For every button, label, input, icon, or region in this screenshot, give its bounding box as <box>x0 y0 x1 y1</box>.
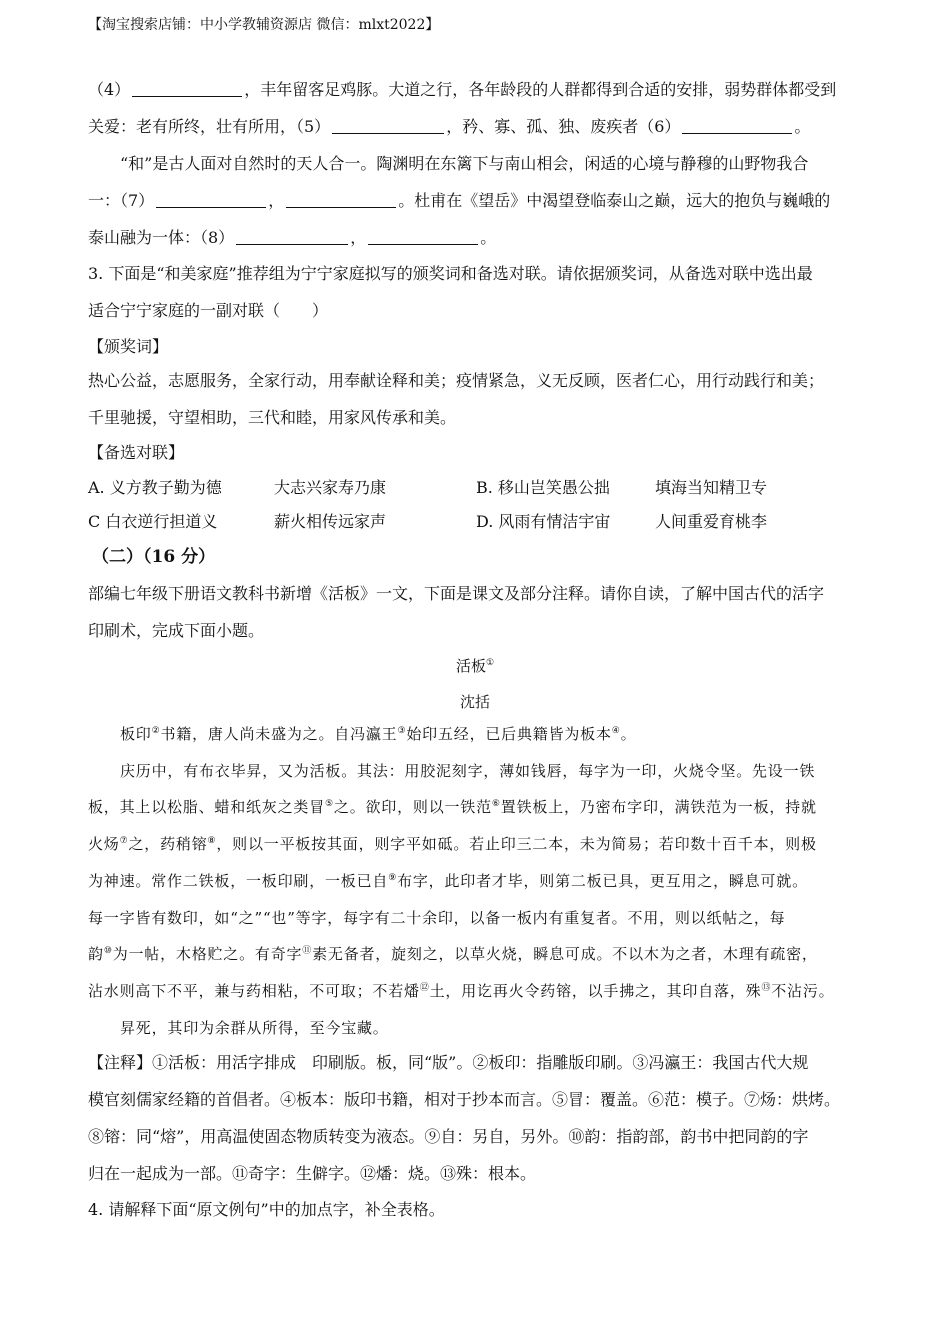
option-b-second: 填海当知精卫专 <box>655 478 768 497</box>
award-heading: 【颁奖词】 <box>88 337 169 356</box>
q2-text: ，丰年留客足鸡豚。大道之行，各年龄段的人群都得到合适的安排，弱势群体都受到 <box>244 80 837 99</box>
footnote-marker: ⑪ <box>302 946 313 956</box>
q2-text: ， <box>350 228 367 247</box>
footnote-marker: ⑨ <box>388 873 398 883</box>
answer-blank-5[interactable] <box>332 119 444 134</box>
q2-text: 泰山融为一体：（8） <box>88 228 235 247</box>
passage-title-footnote: ① <box>485 658 495 668</box>
award-line-2: 千里驰援，守望相助，三代和睦，用家风传承和美。 <box>88 408 457 427</box>
passage-text: 始印五经，已后典籍皆为板本 <box>406 725 612 743</box>
q3-stem-line-1: 3. 下面是“和美家庭”推荐组为宁宁家庭拟写的颁奖词和备选对联。请依据颁奖词，从备选对联中选出最 <box>88 264 813 283</box>
passage-line-9 <box>120 1018 389 1038</box>
notes-line-4: 归在一起成为一部。⑪奇字：生僻字。⑫燔：烧。⑬殊：根本。 <box>88 1164 537 1183</box>
q2-text: （4） <box>88 80 131 99</box>
notes-line-1: 【注释】①活板：用活字排成 印刷版。板，同“版”。②板印：指雕版印刷。③冯瀛王：我国古代大规 <box>88 1053 809 1072</box>
q2-text: ，矜、寡、孤、独、废疾者（6） <box>446 117 681 136</box>
notes-line-3: ⑧镕：同“熔”，用高温使固态物质转变为液态。⑨自：另自，另外。⑩韵：指韵部，韵书中把同韵的字 <box>88 1127 809 1146</box>
q3-stem-line-2: 适合宁宁家庭的一副对联（ ） <box>88 301 329 320</box>
q2-line-5 <box>88 228 496 248</box>
passage-text: 板，其上以松脂、蜡和纸灰之类冒 <box>88 798 326 816</box>
passage-text: 为一帖，木格贮之。有奇字 <box>112 945 303 963</box>
passage-title-text: 活板 <box>455 657 486 675</box>
footnote-marker: ⑤ <box>325 799 334 809</box>
option-c-second: 薪火相传远家声 <box>274 512 387 531</box>
q2-line-4 <box>88 191 830 211</box>
passage-text: 为神速。常作二铁板，一板印刷，一板已自 <box>88 872 389 890</box>
passage-line-4 <box>88 834 817 854</box>
passage-text: 火炀 <box>88 835 120 853</box>
q2-text: 。 <box>480 228 497 247</box>
option-a-second: 大志兴家寿乃康 <box>274 478 387 497</box>
footnote-marker: ② <box>151 726 161 736</box>
passage-title <box>0 655 950 676</box>
passage-line-6 <box>88 908 785 928</box>
passage-author: 沈括 <box>459 693 490 711</box>
footnote-marker: ④ <box>611 726 621 736</box>
passage-text: 素无备者，旋刻之，以草火烧，瞬息可成。不以木为之者，木理有疏密， <box>312 945 818 963</box>
couplet-heading: 【备选对联】 <box>88 443 185 462</box>
answer-blank-8b[interactable] <box>368 230 478 245</box>
footnote-marker: ⑫ <box>419 983 430 993</box>
footnote-marker: ⑩ <box>103 946 113 956</box>
award-line-1: 热心公益，志愿服务，全家行动，用奉献诠释和美；疫情紧急，义无反顾，医者仁心，用行动践行和美； <box>88 371 825 390</box>
passage-text: ，则以一平板按其面，则字平如砥。若止印三二本，未为简易；若印数十百千本，则极 <box>216 835 817 853</box>
answer-blank-7b[interactable] <box>286 193 396 208</box>
passage-text: 每一字皆有数印，如“之”“也”等字，每字有二十余印，以备一板内有重复者。不用，则以纸帖之，每 <box>88 909 786 927</box>
passage-text: 庆历中，有布衣毕昇，又为活板。其法：用胶泥刻字，薄如钱唇，每字为一印，火烧令坚。先设一铁 <box>120 762 816 780</box>
passage-text: 书籍，唐人尚未盛为之。自冯瀛王 <box>160 725 398 743</box>
option-a-first[interactable]: A. 义方教子勤为德 <box>88 478 222 497</box>
passage-text: 之。欲印，则以一铁范 <box>333 798 492 816</box>
answer-blank-6[interactable] <box>682 119 792 134</box>
passage-text: 置铁板上，乃密布字印，满铁范为一板，持就 <box>500 798 817 816</box>
q2-text: 关爱：老有所终，壮有所用，（5） <box>88 117 331 136</box>
q2-text: ， <box>268 191 285 210</box>
q2-line-2 <box>88 117 810 137</box>
passage-line-7 <box>88 944 818 964</box>
passage-text: 土，用讫再火令药镕，以手拂之，其印自落，殊 <box>429 982 762 1000</box>
footnote-marker: ③ <box>397 726 407 736</box>
footnote-marker: ⑧ <box>207 836 217 846</box>
passage-text: 昇死，其印为余群从所得，至今宝藏。 <box>120 1019 389 1037</box>
passage-line-5 <box>88 871 808 891</box>
question-4-stem: 4. 请解释下面“原文例句”中的加点字，补全表格。 <box>88 1200 445 1219</box>
passage-text: 布字，此印者才毕，则第二板已具，更互用之，瞬息可就。 <box>397 872 808 890</box>
passage-text: 沾水则高下不平，兼与药相粘，不可取；不若燔 <box>88 982 420 1000</box>
notes-line-2: 模官刻儒家经籍的首倡者。④板本：版印书籍，相对于抄本而言。⑤冒：覆盖。⑥范：模子。⑦炀：烘烤。 <box>88 1090 841 1109</box>
option-b-first[interactable]: B. 移山岂笑愚公拙 <box>476 478 610 497</box>
option-c-first[interactable]: C 白衣逆行担道义 <box>88 512 218 531</box>
answer-blank-8a[interactable] <box>236 230 348 245</box>
passage-line-8 <box>88 981 834 1001</box>
q2-text: 。杜甫在《望岳》中渴望登临泰山之巅，远大的抱负与巍峨的 <box>398 191 831 210</box>
passage-text: 不沾污。 <box>771 982 835 1000</box>
footnote-marker: ⑦ <box>119 836 129 846</box>
passage-line-3 <box>88 797 817 817</box>
section-intro-line-1: 部编七年级下册语文教科书新增《活板》一文，下面是课文及部分注释。请你自读，了解中国古代的活字 <box>88 584 825 603</box>
q2-line-1 <box>88 80 836 100</box>
answer-blank-7a[interactable] <box>156 193 266 208</box>
q2-text: 一：（7） <box>88 191 155 210</box>
page-header: 【淘宝搜索店铺：中小学教辅资源店 微信：mlxt2022】 <box>88 17 440 33</box>
passage-text: 之，药稍镕 <box>128 835 208 853</box>
passage-text: 韵 <box>88 945 104 963</box>
section-intro-line-2: 印刷术，完成下面小题。 <box>88 621 265 640</box>
q2-line-3: “和”是古人面对自然时的天人合一。陶渊明在东篱下与南山相会，闲适的心境与静穆的山野物我合 <box>120 154 809 173</box>
option-d-first[interactable]: D. 风雨有情洁宇宙 <box>476 512 611 531</box>
option-d-second: 人间重爱育桃李 <box>655 512 768 531</box>
footnote-marker: ⑬ <box>761 983 772 993</box>
passage-line-2 <box>120 761 815 781</box>
answer-blank-4[interactable] <box>132 82 242 97</box>
passage-text: 板印 <box>120 725 152 743</box>
section-heading: （二）（16 分） <box>92 547 216 567</box>
footnote-marker: ⑥ <box>491 799 501 809</box>
passage-line-1 <box>120 724 636 744</box>
passage-text: 。 <box>620 725 637 743</box>
q2-text: 。 <box>794 117 811 136</box>
